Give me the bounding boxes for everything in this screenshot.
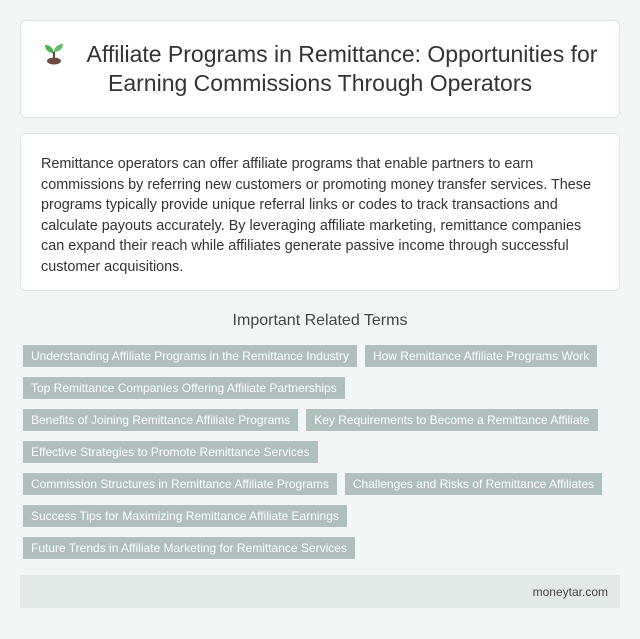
term-row bbox=[23, 505, 623, 537]
description-text: Remittance operators can offer affiliate programs that enable partners to earn commissions by referring new customers or promoting money transfer services. These programs typically provide unique referral links or codes to track transactions and calculate payouts accurately. By leveraging affiliate marketing, remittance companies can expand their reach while affiliates generate passive income through successful customer acquisitions. bbox=[41, 156, 591, 275]
term-tag[interactable]: Top Remittance Companies Offering Affiliate Partnerships bbox=[23, 377, 345, 399]
description-card bbox=[20, 133, 620, 291]
term-row bbox=[23, 377, 623, 409]
term-tag[interactable]: Commission Structures in Remittance Affiliate Programs bbox=[23, 473, 337, 495]
term-row bbox=[23, 441, 623, 473]
term-tag[interactable]: Key Requirements to Become a Remittance Affiliate bbox=[306, 409, 597, 431]
term-tag[interactable]: Understanding Affiliate Programs in the Remittance Industry bbox=[23, 345, 357, 367]
title-card bbox=[20, 20, 620, 118]
footer bbox=[20, 575, 620, 608]
related-terms-heading: Important Related Terms bbox=[232, 312, 408, 329]
seedling-icon bbox=[43, 41, 65, 65]
footer-site-link[interactable]: moneytar.com bbox=[532, 585, 608, 599]
term-tag[interactable]: Challenges and Risks of Remittance Affiliates bbox=[345, 473, 602, 495]
term-tag[interactable]: Effective Strategies to Promote Remittance Services bbox=[23, 441, 318, 463]
page-title bbox=[40, 40, 600, 98]
term-row bbox=[23, 345, 623, 377]
term-row bbox=[23, 537, 623, 569]
term-tag[interactable]: Success Tips for Maximizing Remittance Affiliate Earnings bbox=[23, 505, 347, 527]
term-tag[interactable]: Benefits of Joining Remittance Affiliate Programs bbox=[23, 409, 298, 431]
term-row bbox=[23, 409, 623, 441]
related-terms-list bbox=[23, 345, 623, 569]
term-tag[interactable]: How Remittance Affiliate Programs Work bbox=[365, 345, 597, 367]
term-row bbox=[23, 473, 623, 505]
page-title-text: Affiliate Programs in Remittance: Opportunities for Earning Commissions Through Operators bbox=[86, 41, 598, 96]
term-tag[interactable]: Future Trends in Affiliate Marketing for Remittance Services bbox=[23, 537, 355, 559]
